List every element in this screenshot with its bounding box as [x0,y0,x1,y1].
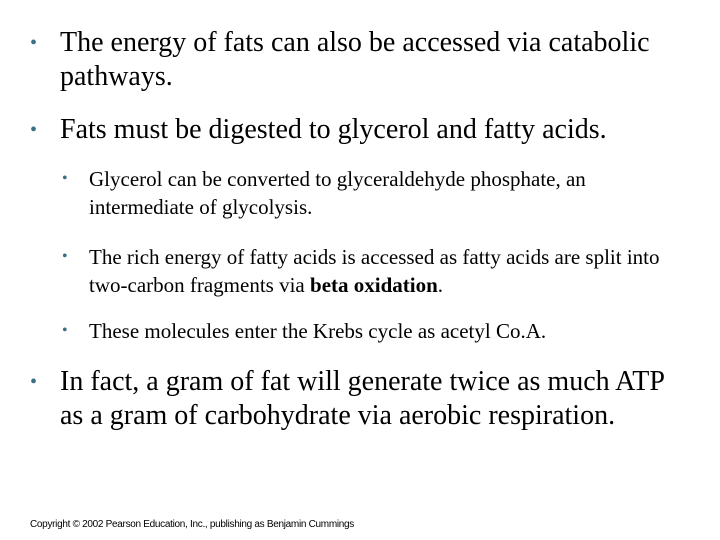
bullet-dot-icon: • [30,371,38,393]
bullet-energy-of-fats [30,26,690,94]
copyright-notice: Copyright © 2002 Pearson Education, Inc., publishing as Benjamin Cummings [30,519,354,530]
bullet-text: The energy of fats can also be accessed via catabolic pathways. [60,27,650,92]
bullet-fats-digested [30,113,690,147]
sub-bullet-krebs-cycle [62,317,692,345]
bold-term-beta-oxidation: beta oxidation [310,273,438,297]
bullet-text: Fats must be digested to glycerol and fatty acids. [60,114,607,145]
bullet-text: These molecules enter the Krebs cycle as acetyl Co.A. [89,319,547,343]
bullet-dot-icon: • [30,119,38,141]
bullet-atp-comparison [30,365,690,433]
sub-bullet-glycerol [62,165,692,221]
bullet-dot-icon: • [62,170,68,187]
bullet-text [62,243,692,299]
bullet-text: In fact, a gram of fat will generate twice as much ATP as a gram of carbohydrate via aerobic respiration. [60,366,664,431]
sub-bullet-fatty-acids [62,243,692,299]
bullet-text: Glycerol can be converted to glyceraldehyde phosphate, an intermediate of glycolysis. [89,167,586,219]
text-run: . [437,273,444,297]
bullet-dot-icon: • [30,32,38,54]
bullet-dot-icon: • [62,248,68,265]
text-run: The rich energy of fatty acids is accessed as fatty acids are split into two-carbon fragments via [89,245,660,297]
bullet-dot-icon: • [62,322,68,339]
